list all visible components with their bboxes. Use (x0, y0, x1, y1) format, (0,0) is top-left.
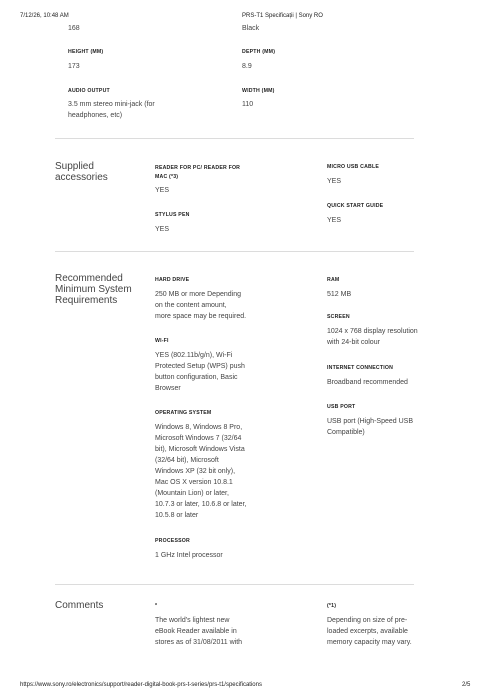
colour-value: Black (242, 25, 260, 32)
supplied-accessories-title: Supplied accessories (55, 161, 108, 183)
reader-pc-mac-value: YES (155, 187, 170, 194)
comment-note-text: The world's lightest new eBook Reader available in stores as of 31/08/2011 with (155, 617, 243, 646)
ram-label: RAM (327, 277, 340, 283)
depth-label: DEPTH (MM) (242, 49, 276, 55)
depth-value: 8.9 (242, 63, 252, 70)
comment-footnote-text: Depending on size of pre- loaded excerpts, available memory capacity may vary. (327, 617, 412, 646)
stylus-pen-value: YES (155, 226, 170, 233)
height-value: 173 (68, 63, 80, 70)
wifi-label: WI-FI (155, 338, 169, 344)
audio-output-value: 3.5 mm stereo mini-jack (for headphones, etc) (68, 101, 155, 119)
ram-value: 512 MB (327, 291, 352, 298)
print-page-number: 2/5 (462, 682, 471, 688)
section-divider (55, 138, 414, 139)
processor-value: 1 GHz Intel processor (155, 552, 223, 559)
print-url: https://www.sony.ro/electronics/support/reader-digital-book-prs-t-series/prs-t1/specifications (20, 682, 262, 688)
comment-footnote-marker: (*1) (327, 603, 337, 609)
stylus-pen-label: STYLUS PEN (155, 212, 190, 218)
wifi-value: YES (802.11b/g/n), Wi-Fi Protected Setup (WPS) push button configuration, Basic Browser (155, 352, 245, 392)
print-datetime: 7/12/26, 10:48 AM (20, 13, 69, 19)
width-value: 110 (242, 101, 254, 108)
hard-drive-label: HARD DRIVE (155, 277, 190, 283)
operating-system-label: OPERATING SYSTEM (155, 410, 212, 416)
weight-value: 168 (68, 25, 80, 32)
quick-start-guide-label: QUICK START GUIDE (327, 203, 384, 209)
micro-usb-cable-label: MICRO USB CABLE (327, 164, 379, 170)
internet-connection-value: Broadband recommended (327, 379, 408, 386)
print-page-title: PRS-T1 Specificații | Sony RO (242, 13, 323, 19)
screen-value: 1024 x 768 display resolution with 24-bit colour (327, 328, 418, 346)
section-divider (55, 251, 414, 252)
internet-connection-label: INTERNET CONNECTION (327, 365, 394, 371)
width-label: WIDTH (MM) (242, 88, 275, 94)
hard-drive-value: 250 MB or more Depending on the content amount, more space may be required. (155, 291, 247, 320)
operating-system-value: Windows 8, Windows 8 Pro, Microsoft Windows 7 (32/64 bit), Microsoft Windows Vista (32/64 bit), Microsoft Windows XP (32 bit only), Mac OS X version 10.8.1 (Mountain Lion) or later, 10.7.3 or later, 10.6.8 or later, 10.5.8 or later (155, 424, 247, 519)
micro-usb-cable-value: YES (327, 178, 342, 185)
reader-pc-mac-label: READER FOR PC/ READER FOR MAC (*3) (155, 165, 241, 180)
screen-label: SCREEN (327, 314, 350, 320)
comment-note-marker: * (155, 603, 158, 609)
usb-port-label: USB PORT (327, 404, 356, 410)
audio-output-label: AUDIO OUTPUT (68, 88, 110, 94)
comments-title: Comments (55, 600, 104, 611)
usb-port-value: USB port (High-Speed USB Compatible) (327, 418, 413, 436)
processor-label: PROCESSOR (155, 538, 190, 544)
quick-start-guide-value: YES (327, 217, 342, 224)
section-divider (55, 584, 414, 585)
height-label: HEIGHT (MM) (68, 49, 104, 55)
requirements-title: Recommended Minimum System Requirements (55, 273, 132, 306)
